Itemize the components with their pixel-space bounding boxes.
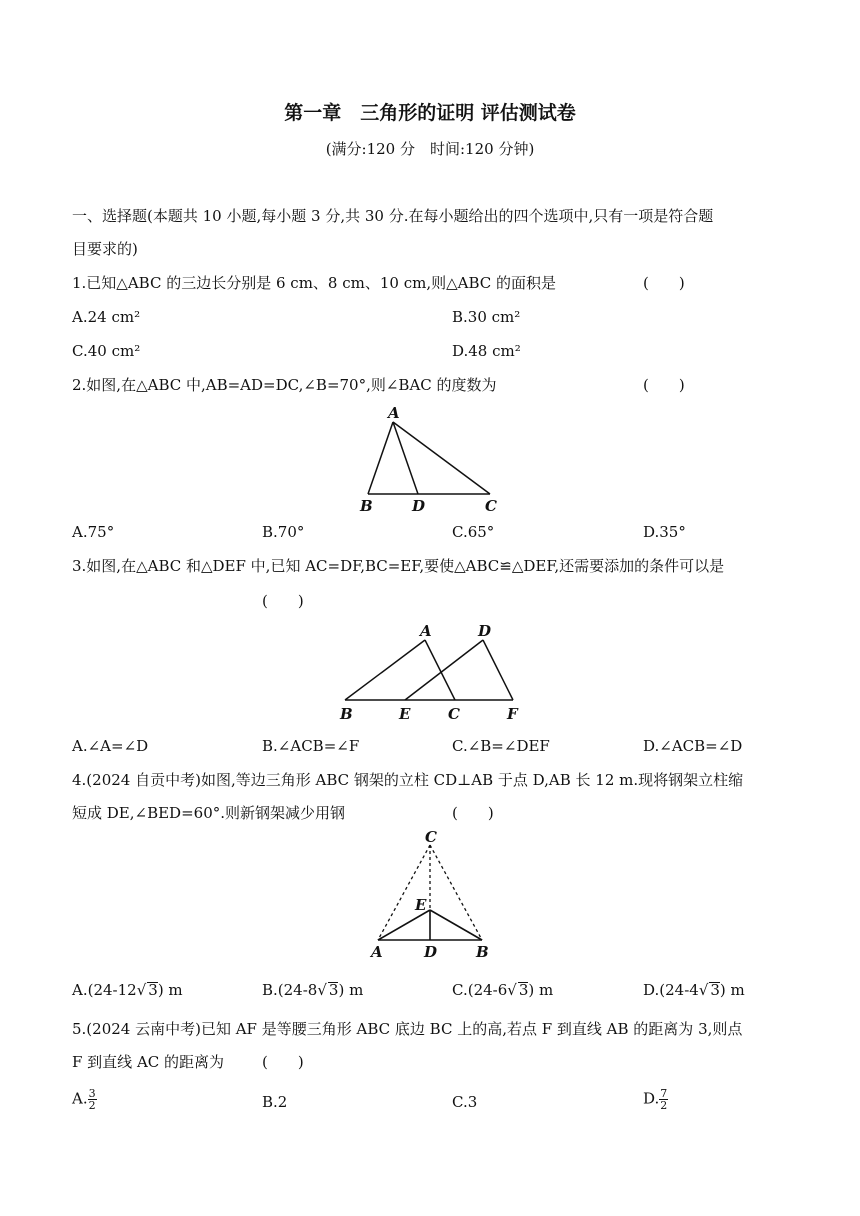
q1-stem: 1.已知△ABC 的三边长分别是 6 cm、8 cm、10 cm,则△ABC 的面积是 xyxy=(72,274,557,292)
q4-option-a: A.(24-12√ 3) m xyxy=(72,981,183,999)
q2-label-d: D xyxy=(412,497,426,515)
page-subtitle: (满分:120 分 时间:120 分钟) xyxy=(325,140,535,158)
q3-option-a: A.∠A=∠D xyxy=(72,737,149,755)
q2-option-c: C.65° xyxy=(452,523,495,541)
q4-answer-paren: ( ) xyxy=(452,804,494,822)
q3-segment-ba xyxy=(345,640,425,700)
q3-option-c: C.∠B=∠DEF xyxy=(452,737,550,755)
q4-label-c: C xyxy=(425,828,437,846)
q3-triangles-figure xyxy=(335,620,535,725)
sqrt-symbol: 3 xyxy=(328,981,339,999)
q3-segment-ac xyxy=(425,640,455,700)
q3-label-e: E xyxy=(399,705,411,723)
radical-sign: √ xyxy=(136,981,147,999)
q4-option-d: D.(24-4√ 3) m xyxy=(643,981,745,999)
q4-option-c: C.(24-6√ 3) m xyxy=(452,981,554,999)
q5-stem-line2: F 到直线 AC 的距离为 xyxy=(72,1053,225,1071)
q3-label-f: F xyxy=(507,705,518,723)
q2-label-c: C xyxy=(485,497,497,515)
radical-sign: √ xyxy=(317,981,327,999)
q3-label-d: D xyxy=(478,622,492,640)
q2-segment-ac xyxy=(393,422,490,494)
q5-option-b: B.2 xyxy=(262,1093,288,1111)
q1-option-b: B.30 cm² xyxy=(452,308,521,326)
q2-triangle-figure xyxy=(355,400,505,515)
q3-segment-ed xyxy=(405,640,483,700)
q2-segment-ab xyxy=(368,422,393,494)
q4-label-d: D xyxy=(424,943,438,961)
fraction: $\frac{7}{2}$ xyxy=(660,1087,668,1112)
q3-stem: 3.如图,在△ABC 和△DEF 中,已知 AC=DF,BC=EF,要使△ABC≌△DEF,还需要添加的条件可以是 xyxy=(72,557,725,575)
q3-option-b: B.∠ACB=∠F xyxy=(262,737,360,755)
section-heading-line2: 目要求的) xyxy=(72,240,138,258)
q4-stem-line2: 短成 DE,∠BED=60°.则新钢架减少用钢 xyxy=(72,804,346,822)
q2-stem: 2.如图,在△ABC 中,AB=AD=DC,∠B=70°,则∠BAC 的度数为 xyxy=(72,376,497,394)
q3-label-c: C xyxy=(448,705,460,723)
sqrt-symbol: 3 xyxy=(710,981,720,999)
q4-stem-line1: 4.(2024 自贡中考)如图,等边三角形 ABC 钢架的立柱 CD⊥AB 于点 D,AB 长 12 m.现将钢架立柱缩 xyxy=(72,771,744,789)
q2-label-a: A xyxy=(388,404,400,422)
q2-option-d: D.35° xyxy=(643,523,686,541)
q5-option-d: D. $\frac{7}{2}$ xyxy=(643,1087,668,1112)
q2-segment-ad xyxy=(393,422,418,494)
q1-answer-paren: ( ) xyxy=(643,274,685,292)
q1-option-d: D.48 cm² xyxy=(452,342,521,360)
q1-option-c: C.40 cm² xyxy=(72,342,141,360)
q4-steel-frame-figure xyxy=(365,830,500,965)
q5-stem-line1: 5.(2024 云南中考)已知 AF 是等腰三角形 ABC 底边 BC 上的高,若点 F 到直线 AB 的距离为 3,则点 xyxy=(72,1020,743,1038)
radical-sign: √ xyxy=(507,981,517,999)
q5-option-c: C.3 xyxy=(452,1093,478,1111)
q4-option-b: B.(24-8√ 3) m xyxy=(262,981,364,999)
q2-answer-paren: ( ) xyxy=(643,376,685,394)
q3-label-b: B xyxy=(340,705,353,723)
q2-label-b: B xyxy=(360,497,373,515)
q2-option-a: A.75° xyxy=(72,523,115,541)
q1-option-a: A.24 cm² xyxy=(72,308,141,326)
q4-label-a: A xyxy=(371,943,383,961)
q4-label-b: B xyxy=(476,943,489,961)
q3-segment-df xyxy=(483,640,513,700)
q5-answer-paren: ( ) xyxy=(262,1053,304,1071)
q3-label-a: A xyxy=(420,622,432,640)
fraction: $\frac{3}{2}$ xyxy=(88,1087,96,1112)
sqrt-symbol: 3 xyxy=(148,981,158,999)
radical-sign: √ xyxy=(698,981,709,999)
q2-option-b: B.70° xyxy=(262,523,305,541)
q3-answer-paren: ( ) xyxy=(262,592,304,610)
sqrt-symbol: 3 xyxy=(518,981,529,999)
section-heading-line1: 一、选择题(本题共 10 小题,每小题 3 分,共 30 分.在每小题给出的四个选项中,只有一项是符合题 xyxy=(72,207,714,225)
q5-option-a: A. $\frac{3}{2}$ xyxy=(72,1087,96,1112)
q4-label-e: E xyxy=(415,896,427,914)
page-title: 第一章 三角形的证明 评估测试卷 xyxy=(284,102,576,124)
q3-option-d: D.∠ACB=∠D xyxy=(643,737,743,755)
